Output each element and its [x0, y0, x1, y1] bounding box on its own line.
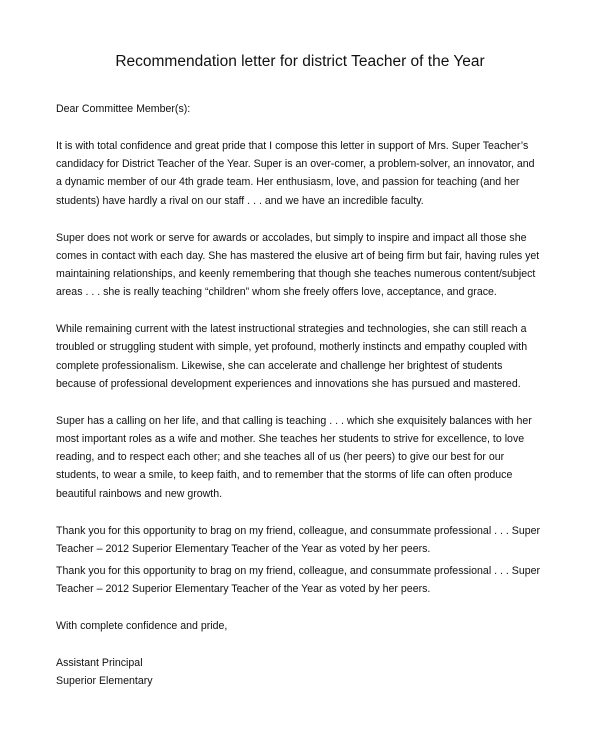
- paragraph-line: Super does not work or serve for awards or accolades, but simply to inspire and impact all those she: [56, 231, 527, 244]
- paragraph-line: a dynamic member of our 4th grade team. Her enthusiasm, love, and passion for teaching (and her: [56, 176, 520, 189]
- paragraph-line: Thank you for this opportunity to brag on my friend, colleague, and consummate professional . . . Super: [56, 524, 541, 537]
- paragraph-line: Teacher – 2012 Superior Elementary Teacher of the Year as voted by her peers.: [56, 583, 431, 596]
- paragraph-line: Thank you for this opportunity to brag on my friend, colleague, and consummate professional . . . Super: [56, 564, 541, 577]
- paragraph-4: [56, 412, 556, 503]
- paragraph-line: students) have hardly a rival on our staff . . . and we have an incredible faculty.: [56, 194, 424, 207]
- paragraph-line: Super has a calling on her life, and that calling is teaching . . . which she exquisitely balances with her: [56, 414, 532, 427]
- paragraph-line: comes in contact with each day. She has mastered the elusive art of being firm but fair, having rules yet: [56, 249, 540, 262]
- paragraph-5: [56, 522, 556, 558]
- letter-body: [56, 100, 556, 690]
- paragraph-line: reading, and to respect each other; and she teaches all of us (her peers) to give our best for our: [56, 451, 505, 464]
- letter-title: Recommendation letter for district Teacher of the Year: [115, 53, 485, 70]
- paragraph-1: [56, 137, 556, 210]
- signature-block: [56, 654, 556, 690]
- paragraph-line: students, to wear a smile, to keep faith, and to remember that the storms of life can often produce: [56, 469, 513, 482]
- paragraph-line: troubled or struggling student with simple, yet profound, motherly instincts and empathy coupled with: [56, 341, 528, 354]
- paragraph-3: [56, 320, 556, 393]
- closing: With complete confidence and pride,: [56, 620, 228, 633]
- paragraph-6: [56, 562, 556, 598]
- salutation: Dear Committee Member(s):: [56, 103, 191, 115]
- paragraph-line: candidacy for District Teacher of the Year. Super is an over-comer, a problem-solver, an innovator, and: [56, 158, 535, 171]
- paragraph-line: maintaining relationships, and keenly remembering that though she teaches numerous content/subject: [56, 268, 536, 281]
- paragraph-line: It is with total confidence and great pride that I compose this letter in support of Mrs. Super Teacher’s: [56, 140, 529, 152]
- paragraph-line: areas . . . she is really teaching “children” whom she freely offers love, acceptance, and grace.: [56, 286, 497, 299]
- paragraph-line: complete professionalism. Likewise, she can accelerate and challenge her brightest of students: [56, 359, 503, 372]
- paragraph-2: [56, 229, 556, 302]
- paragraph-line: While remaining current with the latest instructional strategies and technologies, she can still reach a: [56, 323, 527, 336]
- signature-role: Assistant Principal: [56, 657, 143, 670]
- paragraph-line: because of professional development experiences and innovations she has pursued and mastered.: [56, 377, 521, 390]
- signature-school: Superior Elementary: [56, 675, 153, 688]
- paragraph-line: Teacher – 2012 Superior Elementary Teacher of the Year as voted by her peers.: [56, 542, 431, 555]
- paragraph-line: beautiful rainbows and new growth.: [56, 487, 223, 500]
- paragraph-line: most important roles as a wife and mother. She teaches her students to strive for excellence, to love: [56, 433, 525, 446]
